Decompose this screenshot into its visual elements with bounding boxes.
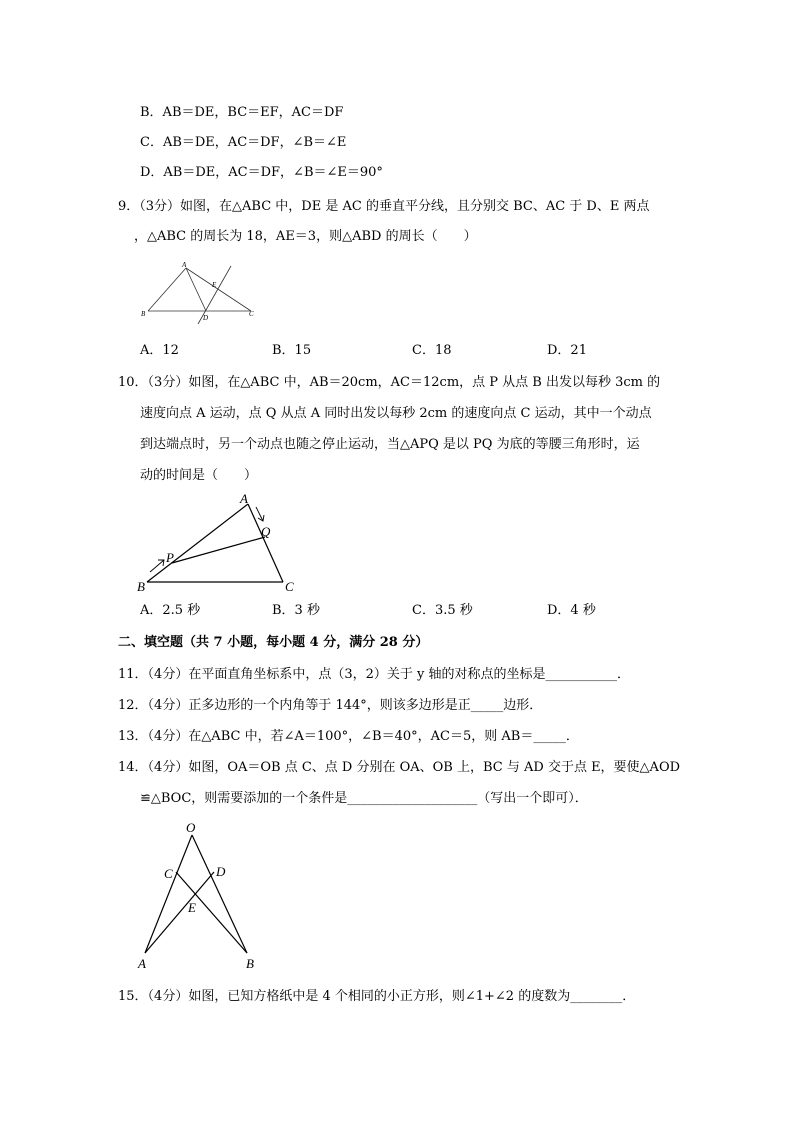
q9-label-a: A [182, 261, 187, 269]
q10-label-c: C [285, 579, 294, 594]
q10-stem-line3: 到达端点时，另一个动点也随之停止运动，当△APQ 是以 PQ 为底的等腰三角形时，运 [140, 437, 640, 452]
q14-segment-ob [192, 835, 247, 953]
q9-label-e: E [212, 281, 217, 289]
q14-label-c: C [164, 866, 173, 881]
q12-text: 12．（4分）正多边形的一个内角等于 144°，则该多边形是正_____边形． [118, 698, 543, 713]
q10-label-b: B [137, 579, 145, 594]
q9-segment-ab [148, 268, 186, 311]
q13-text: 13．（4分）在△ABC 中，若∠A＝100°，∠B＝40°，AC＝5，则 AB＝_____． [118, 729, 579, 744]
q10-label-p: P [166, 550, 174, 565]
q14-segment-bc [176, 872, 247, 953]
q14-figure [130, 815, 270, 975]
q11-text: 11．（4分）在平面直角坐标系中，点（3，2）关于 y 轴的对称点的坐标是___________． [118, 667, 630, 682]
q10-segment-ac [248, 504, 283, 582]
q14-label-a: A [138, 956, 146, 971]
q10-stem-line1: 10．（3分）如图，在△ABC 中，AB＝20cm，AC＝12cm，点 P 从点 B 出发以每秒 3cm 的 [118, 375, 661, 390]
q10-label-q: Q [261, 524, 271, 539]
section2-heading: 二、填空题（共 7 小题，每小题 4 分，满分 28 分） [118, 635, 429, 650]
q10-option-c: C．3.5 秒 [412, 603, 473, 618]
q14-segment-oa [145, 835, 192, 953]
q10-figure [130, 490, 310, 595]
q14-label-d: D [216, 864, 226, 879]
q14-label-b: B [246, 956, 254, 971]
q9-option-a: A．12 [140, 343, 179, 358]
q15-text: 15．（4分）如图，已知方格纸中是 4 个相同的小正方形，则∠1+∠2 的度数为________． [118, 989, 636, 1004]
q9-option-d: D．21 [547, 343, 587, 358]
q9-label-d: D [203, 314, 209, 322]
q10-option-a: A．2.5 秒 [140, 603, 201, 618]
q10-stem-line4: 动的时间是（ ） [140, 468, 258, 483]
q10-option-d: D．4 秒 [547, 603, 596, 618]
q14-stem-line2: ≌△BOC，则需要添加的一个条件是____________________（写出一个即可）． [140, 791, 588, 806]
q8-option-b: B．AB＝DE，BC＝EF，AC＝DF [140, 105, 344, 120]
q10-stem-line2: 速度向点 A 运动，点 Q 从点 A 同时出发以每秒 2cm 的速度向点 C 运动，其中一个动点 [140, 406, 652, 421]
q10-segment-ab [147, 504, 248, 582]
q9-label-b: B [141, 310, 146, 318]
q9-stem-line2: ，△ABC 的周长为 18，AE＝3，则△ABD 的周长（ ） [134, 229, 477, 244]
q10-option-b: B．3 秒 [272, 603, 320, 618]
q10-segment-pq [172, 537, 265, 563]
q9-figure [138, 260, 258, 326]
q14-label-o: O [186, 820, 196, 835]
q9-label-c: C [249, 310, 254, 318]
q9-option-c: C．18 [412, 343, 452, 358]
q14-segment-ad [145, 872, 214, 953]
q14-stem-line1: 14．（4分）如图，OA＝OB 点 C、点 D 分别在 OA、OB 上，BC 与 AD 交于点 E，要使△AOD [118, 760, 681, 775]
q14-label-e: E [188, 900, 196, 915]
q9-stem-line1: 9．（3分）如图，在△ABC 中，DE 是 AC 的垂直平分线，且分别交 BC、AC 于 D、E 两点 [118, 199, 650, 214]
q10-label-a: A [240, 491, 248, 506]
q9-option-b: B．15 [272, 343, 312, 358]
q8-option-c: C．AB＝DE，AC＝DF，∠B＝∠E [140, 135, 347, 150]
q8-option-d: D．AB＝DE，AC＝DF，∠B＝∠E＝90° [140, 165, 383, 180]
